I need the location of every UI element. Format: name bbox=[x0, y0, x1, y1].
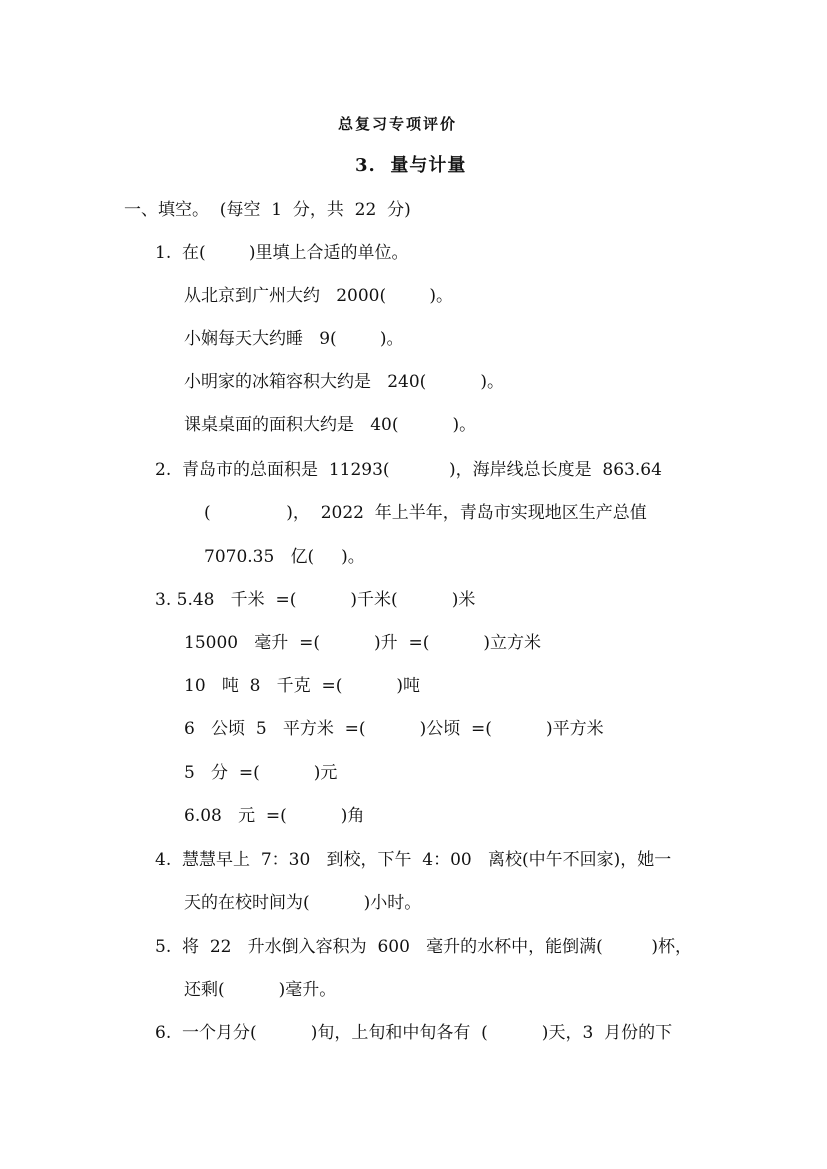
doc-subtitle: 3. 量与计量 bbox=[355, 155, 467, 176]
q1-line: 课桌桌面的面积大约是 40( )。 bbox=[184, 415, 477, 435]
q3-line: 6 公顷 5 平方米 =( )公顷 =( )平方米 bbox=[184, 719, 604, 739]
section-heading: 一、填空。 (每空 1 分，共 22 分) bbox=[124, 200, 411, 220]
q2-line-1: 2. 青岛市的总面积是 11293( )，海岸线总长度是 863.64 bbox=[155, 460, 662, 480]
q4-line-1: 4. 慧慧早上 7：30 到校，下午 4：00 离校(中午不回家)，她一 bbox=[155, 850, 672, 870]
q3-line: 15000 毫升 =( )升 =( )立方米 bbox=[184, 633, 541, 653]
q2-line-3: 7070.35 亿( )。 bbox=[204, 547, 365, 567]
q3-stem: 3. 5.48 千米 =( )千米( )米 bbox=[155, 590, 476, 610]
q1-line: 小明家的冰箱容积大约是 240( )。 bbox=[184, 372, 504, 392]
q2-line-2: ( )， 2022 年上半年，青岛市实现地区生产总值 bbox=[204, 503, 647, 523]
q3-line: 5 分 =( )元 bbox=[184, 763, 338, 783]
q1-line: 小娴每天大约睡 9( )。 bbox=[184, 329, 404, 349]
q1-stem: 1. 在( )里填上合适的单位。 bbox=[155, 243, 409, 263]
q5-line-2: 还剩( )毫升。 bbox=[184, 980, 337, 1000]
q5-line-1: 5. 将 22 升水倒入容积为 600 毫升的水杯中，能倒满( )杯， bbox=[155, 937, 693, 957]
q3-line: 6.08 元 =( )角 bbox=[184, 806, 365, 826]
q1-line: 从北京到广州大约 2000( )。 bbox=[184, 286, 453, 306]
q6-line-1: 6. 一个月分( )旬，上旬和中旬各有 ( )天，3 月份的下 bbox=[155, 1023, 673, 1043]
doc-title: 总复习专项评价 bbox=[338, 115, 458, 133]
q3-line: 10 吨 8 千克 =( )吨 bbox=[184, 676, 421, 696]
q4-line-2: 天的在校时间为( )小时。 bbox=[184, 893, 422, 913]
